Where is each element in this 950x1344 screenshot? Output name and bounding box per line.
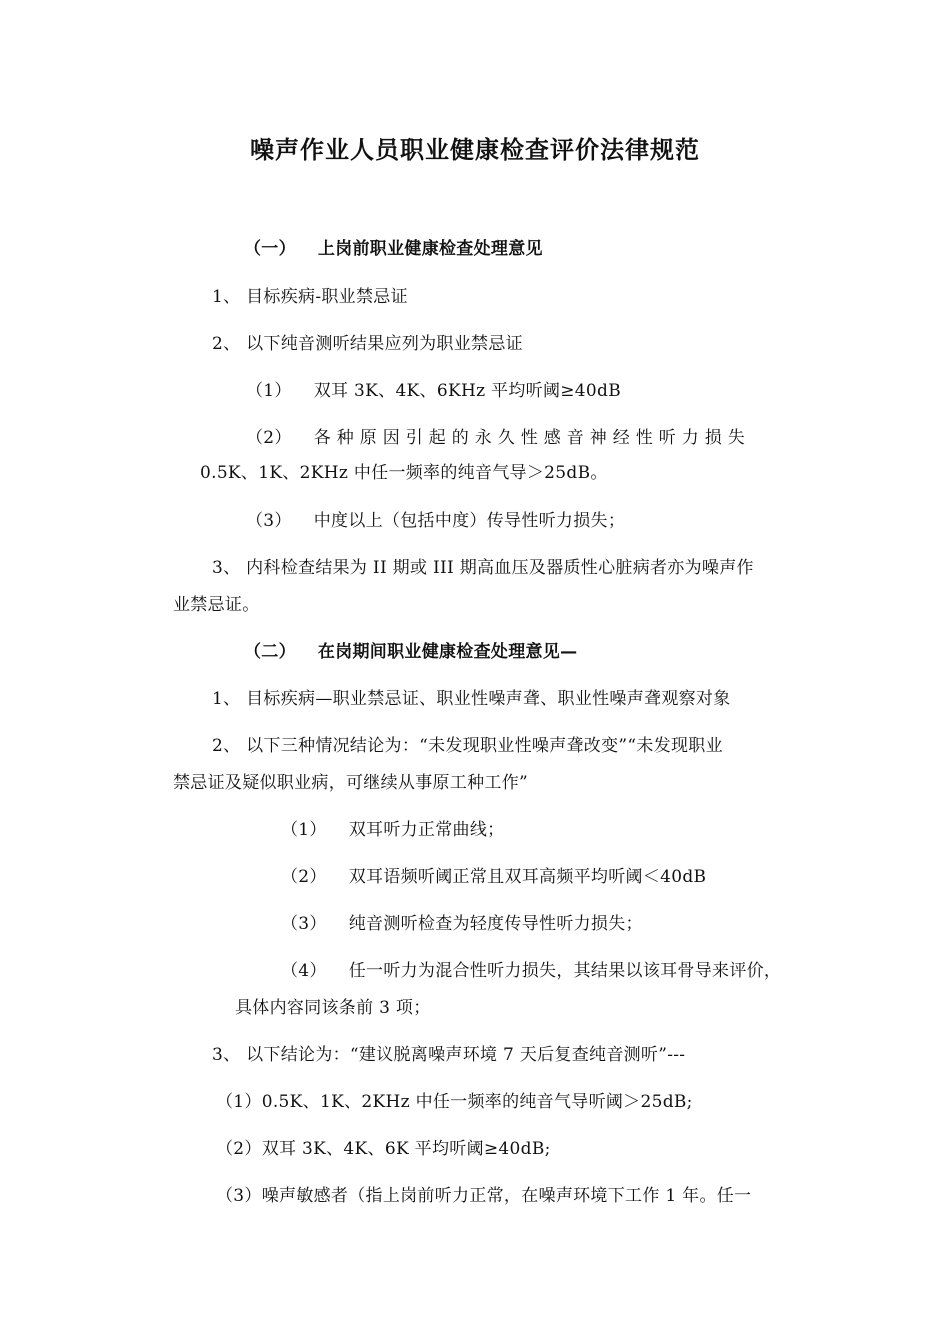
section2-item2-line1: 2、 以下三种情况结论为：“未发现职业性噪声聋改变”“未发现职业 <box>212 736 723 756</box>
section2-item3-sub3: （3）噪声敏感者（指上岗前听力正常，在噪声环境下工作 1 年。任一 <box>216 1186 752 1206</box>
section2-sub2-number: （2） <box>281 867 327 887</box>
section2-sub3-number: （3） <box>281 914 327 934</box>
section2-sub2-text: 双耳语频听阈正常且双耳高频平均听阈＜40dB <box>348 867 707 887</box>
section1-sub3-text: 中度以上（包括中度）传导性听力损失； <box>313 511 626 531</box>
section1-heading-text: 上岗前职业健康检查处理意见 <box>317 239 543 259</box>
section2-item1: 1、 目标疾病—职业禁忌证、职业性噪声聋、职业性噪声聋观察对象 <box>212 689 731 709</box>
section2-sub1-number: （1） <box>281 820 327 840</box>
section2-sub4-continuation: 具体内容同该条前 3 项； <box>235 998 431 1018</box>
section2-item2-line2: 禁忌证及疑似职业病，可继续从事原工种工作” <box>173 773 528 793</box>
section1-sub2 <box>246 427 751 449</box>
section1-heading-number: （一） <box>244 239 296 259</box>
section2-sub4-number: （4） <box>281 961 327 981</box>
section1-sub1-number: （1） <box>246 381 292 401</box>
section2-item3-sub1: （1）0.5K、1K、2KHz 中任一频率的纯音气导听阈＞25dB; <box>216 1092 693 1112</box>
section2-sub1-text: 双耳听力正常曲线； <box>348 820 505 840</box>
section1-item3-line1: 3、 内科检查结果为 II 期或 III 期高血压及器质性心脏病者亦为噪声作 <box>212 558 754 578</box>
section2-heading-number: （二） <box>244 642 296 662</box>
section2-sub4-text: 任一听力为混合性听力损失，其结果以该耳骨导来评价， <box>348 961 782 981</box>
section1-heading <box>244 238 543 260</box>
section2-item3: 3、 以下结论为：“建议脱离噪声环境 7 天后复查纯音测听”--- <box>212 1045 686 1065</box>
section1-sub3 <box>246 510 625 532</box>
section1-sub2-number: （2） <box>246 428 292 448</box>
section1-sub1 <box>246 380 621 402</box>
section2-sub2 <box>281 866 706 888</box>
section2-item3-sub2: （2）双耳 3K、4K、6K 平均听阈≥40dB; <box>216 1139 551 1159</box>
section1-sub1-text: 双耳 3K、4K、6KHz 平均听阈≥40dB <box>313 381 622 401</box>
section2-sub3-text: 纯音测听检查为轻度传导性听力损失； <box>348 914 643 934</box>
section2-sub3 <box>281 913 643 935</box>
document-title: 噪声作业人员职业健康检查评价法律规范 <box>250 136 700 164</box>
section2-heading-text: 在岗期间职业健康检查处理意见— <box>317 642 578 662</box>
section1-sub2-text: 各种原因引起的永久性感音神经性听力损失 <box>313 428 751 448</box>
section1-sub2-continuation: 0.5K、1K、2KHz 中任一频率的纯音气导＞25dB。 <box>200 463 608 483</box>
section1-item1: 1、 目标疾病-职业禁忌证 <box>212 287 408 307</box>
section2-heading <box>244 641 577 663</box>
section1-sub3-number: （3） <box>246 511 292 531</box>
section2-sub1 <box>281 819 504 841</box>
section2-sub4 <box>281 960 781 982</box>
section1-item3-line2: 业禁忌证。 <box>173 595 260 615</box>
section1-item2: 2、 以下纯音测听结果应列为职业禁忌证 <box>212 334 523 354</box>
